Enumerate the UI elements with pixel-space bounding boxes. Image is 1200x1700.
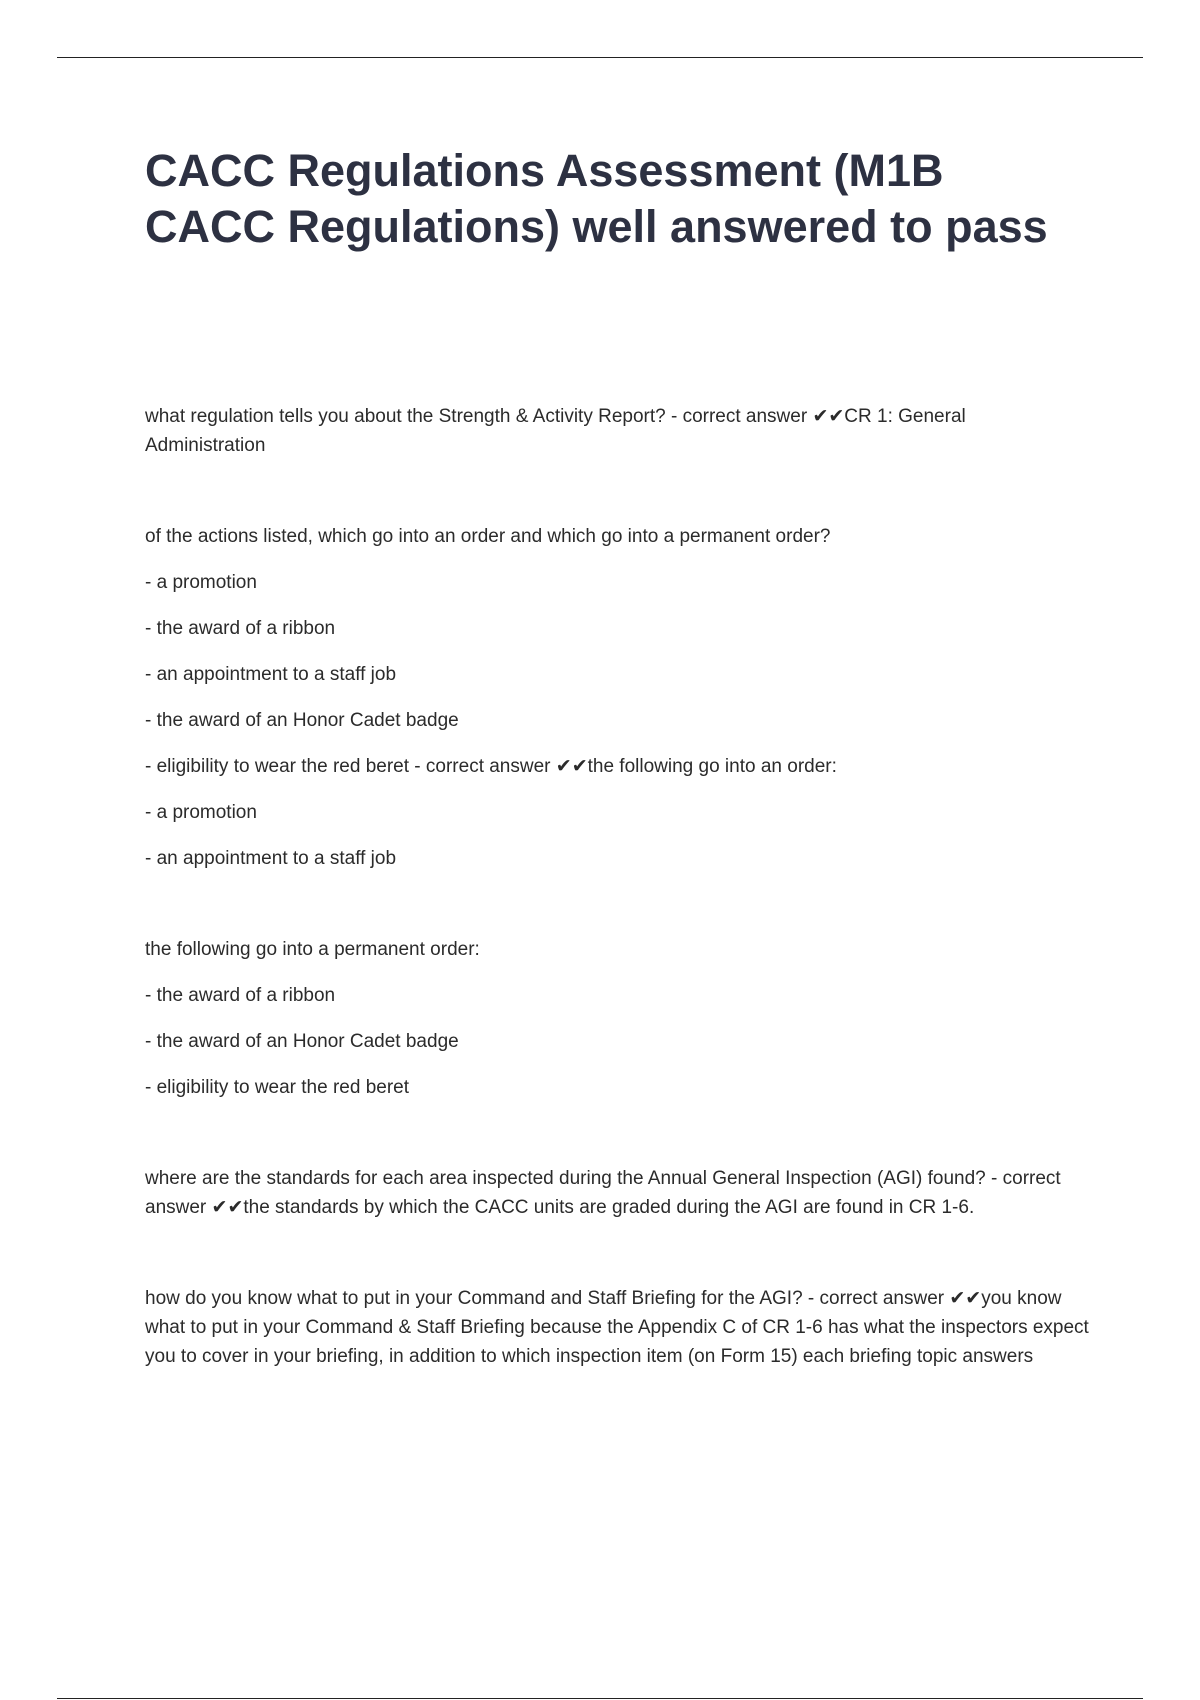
document-title: CACC Regulations Assessment (M1B CACC Regulations) well answered to pass xyxy=(145,145,1048,252)
list-item: - a promotion xyxy=(145,572,257,593)
list-item: - an appointment to a staff job xyxy=(145,848,397,869)
top-rule xyxy=(57,57,1143,58)
list-item: - eligibility to wear the red beret xyxy=(145,1077,410,1098)
list-item: - the award of a ribbon xyxy=(145,985,336,1006)
list-item: - the award of a ribbon xyxy=(145,618,336,639)
bottom-rule xyxy=(57,1698,1143,1699)
qa-agi-standards: where are the standards for each area inspected during the Annual General Inspection (AGI) found? - correct answer ✔✔the standards by which the CACC units are graded during the AGI are found in CR 1-6. xyxy=(145,1168,1061,1218)
list-item-with-answer: - eligibility to wear the red beret - correct answer ✔✔the following go into an order: xyxy=(145,756,837,777)
list-item: - a promotion xyxy=(145,802,257,823)
question-orders: of the actions listed, which go into an order and which go into a permanent order? xyxy=(145,526,831,547)
permanent-order-block xyxy=(145,935,1090,1102)
document-body xyxy=(145,402,1090,1371)
qa-orders-block xyxy=(145,522,1090,873)
list-item: - the award of an Honor Cadet badge xyxy=(145,1031,459,1052)
list-item: - the award of an Honor Cadet badge xyxy=(145,710,459,731)
qa-strength-activity-report: what regulation tells you about the Strength & Activity Report? - correct answer ✔✔CR 1: General Administration xyxy=(145,406,966,456)
list-item: - an appointment to a staff job xyxy=(145,664,397,685)
permanent-order-heading: the following go into a permanent order: xyxy=(145,939,480,960)
qa-command-staff-briefing: how do you know what to put in your Command and Staff Briefing for the AGI? - correct answer ✔✔you know what to put in your Command & Staff Briefing because the Appendix C of CR 1-6 has what the inspectors expect you to cover in your briefing, in addition to which inspection item (on Form 15) each briefing topic answers xyxy=(145,1288,1089,1367)
